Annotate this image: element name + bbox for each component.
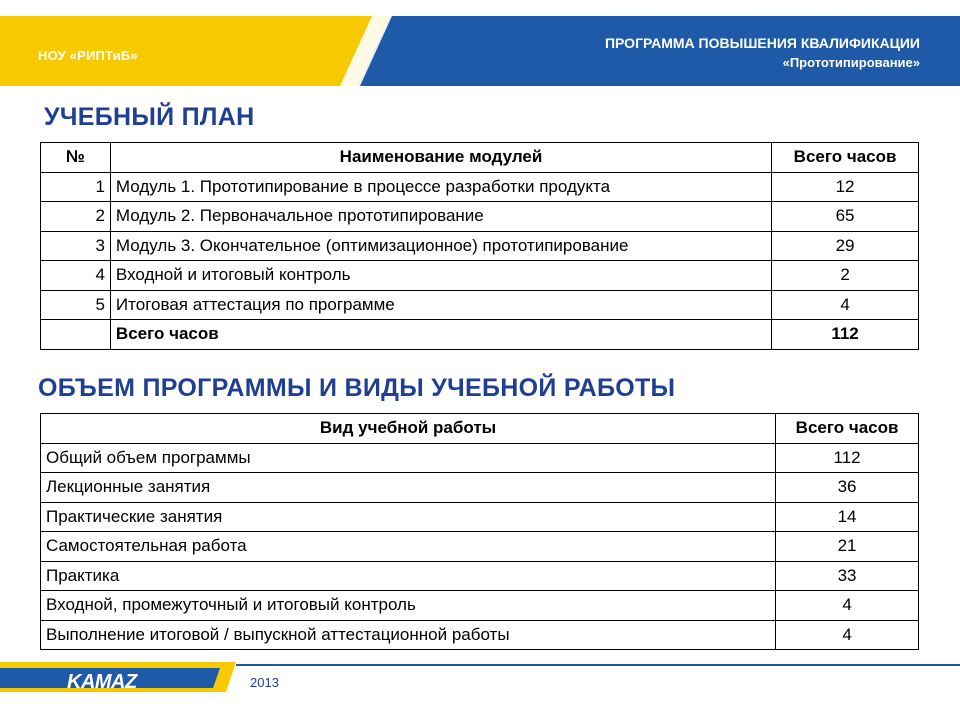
plan-header-hours: Всего часов [772,143,919,173]
row-name: Практика [41,561,776,591]
table-row [41,473,919,503]
kamaz-logo: KAMAZ [67,671,137,693]
row-hours: 21 [776,532,919,562]
table-row [41,261,919,291]
row-name: Входной, промежуточный и итоговый контроль [41,591,776,621]
table-row [41,591,919,621]
program-title-line1: ПРОГРАММА ПОВЫШЕНИЯ КВАЛИФИКАЦИИ [604,35,920,51]
row-name: Модуль 3. Окончательное (оптимизационное) прототипирование [110,231,771,261]
row-hours: 33 [776,561,919,591]
table-row [41,202,919,232]
plan-table [40,142,919,350]
table-row [41,502,919,532]
footer-band [0,662,960,720]
org-name: НОУ «РИПТиБ» [38,48,138,63]
plan-header-num: № [41,143,111,173]
row-name: Итоговая аттестация по программе [110,290,771,320]
plan-total-value: 112 [772,320,919,350]
table-row [41,172,919,202]
row-num-empty [41,320,111,350]
plan-header-row [41,143,919,173]
table-row [41,532,919,562]
row-num: 3 [41,231,111,261]
footer-year: 2013 [250,675,279,690]
volume-header-hours: Всего часов [776,414,919,444]
row-name: Модуль 1. Прототипирование в процессе разработки продукта [110,172,771,202]
row-name: Модуль 2. Первоначальное прототипирование [110,202,771,232]
volume-title: ОБЪЕМ ПРОГРАММЫ И ВИДЫ УЧЕБНОЙ РАБОТЫ [38,374,676,402]
table-row [41,443,919,473]
program-title-line2: «Прототипирование» [782,55,920,70]
row-hours: 36 [776,473,919,503]
row-name: Выполнение итоговой / выпускной аттестационной работы [41,620,776,650]
plan-header-name: Наименование модулей [110,143,771,173]
row-name: Лекционные занятия [41,473,776,503]
volume-header-row [41,414,919,444]
row-num: 5 [41,290,111,320]
table-row [41,620,919,650]
row-name: Входной и итоговый контроль [110,261,771,291]
row-num: 2 [41,202,111,232]
row-name: Практические занятия [41,502,776,532]
row-hours: 4 [776,591,919,621]
row-name: Самостоятельная работа [41,532,776,562]
volume-table [40,413,919,650]
row-hours: 29 [772,231,919,261]
table-row [41,561,919,591]
plan-total-label: Всего часов [110,320,771,350]
row-name: Общий объем программы [41,443,776,473]
row-hours: 4 [776,620,919,650]
plan-title: УЧЕБНЫЙ ПЛАН [44,103,255,131]
row-num: 1 [41,172,111,202]
row-hours: 2 [772,261,919,291]
program-title [500,34,920,72]
table-row [41,290,919,320]
table-row [41,231,919,261]
volume-header-name: Вид учебной работы [41,414,776,444]
footer-shapes [0,662,960,720]
row-hours: 65 [772,202,919,232]
row-num: 4 [41,261,111,291]
row-hours: 4 [772,290,919,320]
row-hours: 12 [772,172,919,202]
plan-total-row [41,320,919,350]
row-hours: 112 [776,443,919,473]
row-hours: 14 [776,502,919,532]
